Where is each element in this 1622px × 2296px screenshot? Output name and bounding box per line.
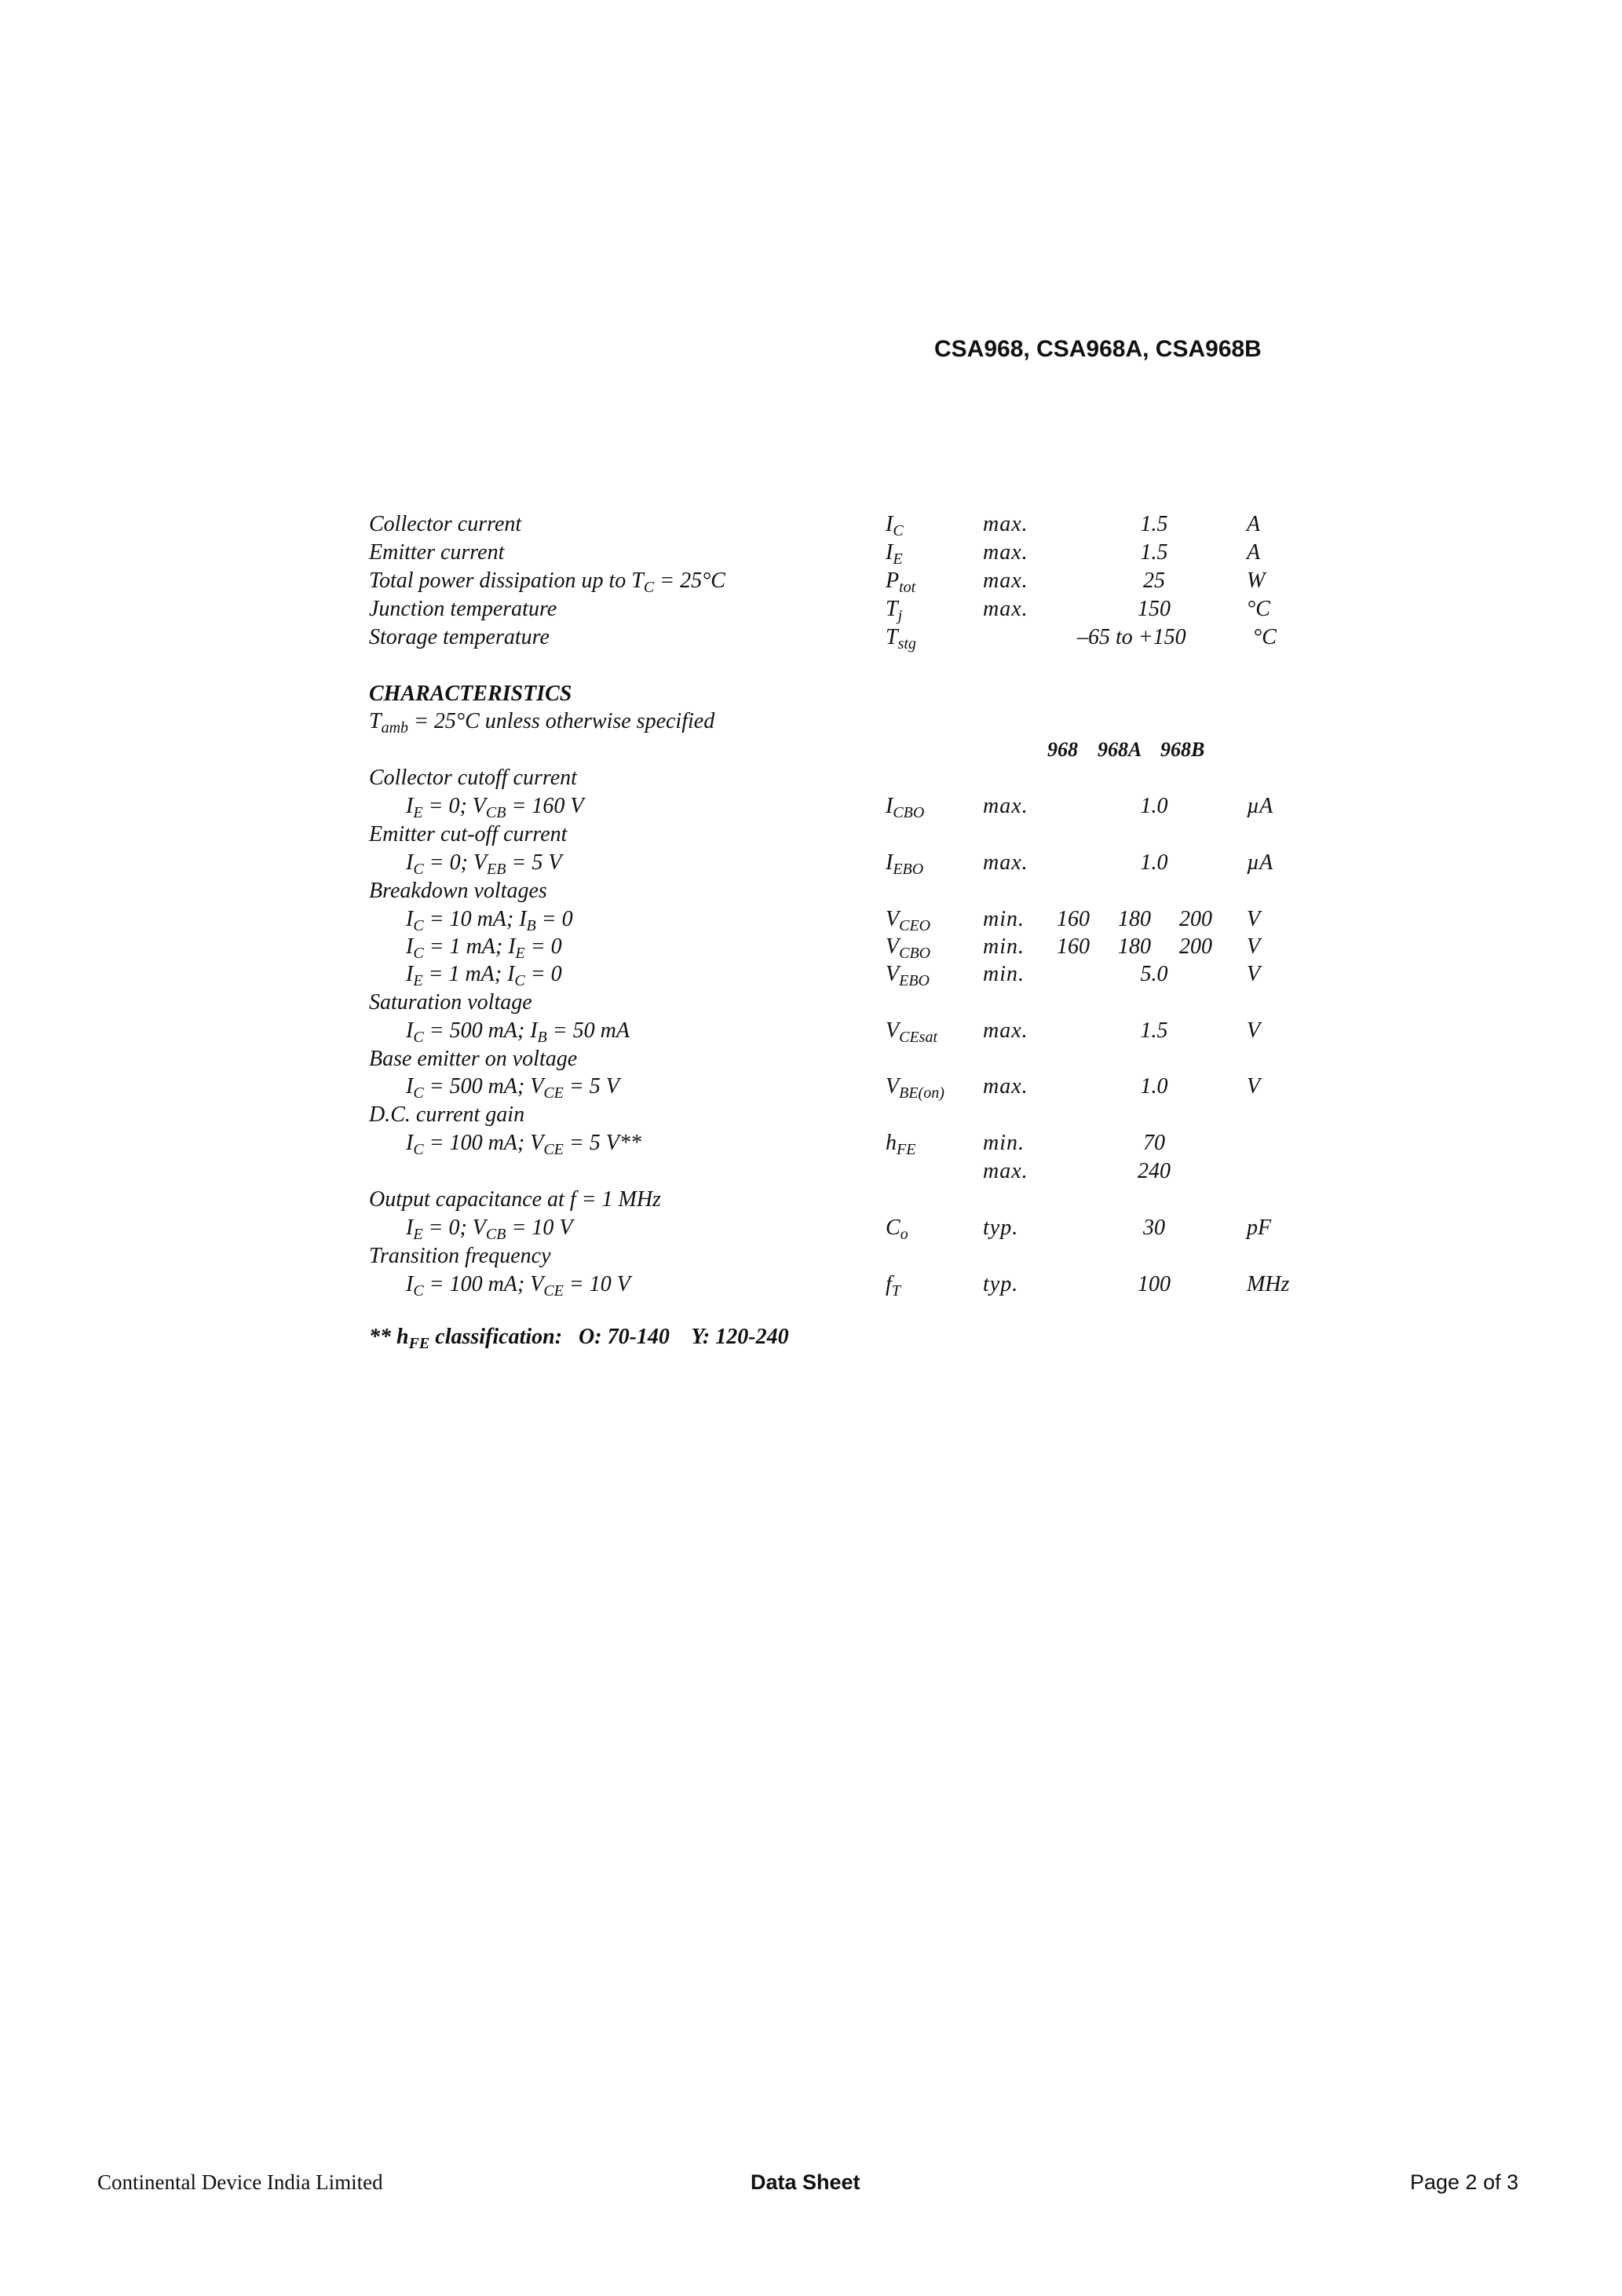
column-header-968a: 968A — [1098, 738, 1142, 761]
footer-company: Continental Device India Limited — [97, 2170, 383, 2194]
param-limit: min. — [983, 1131, 1025, 1155]
param-row — [0, 1159, 1622, 1189]
rating-unit: °C — [1247, 597, 1270, 621]
rating-value: 25 — [1143, 569, 1165, 593]
param-unit: MHz — [1247, 1272, 1290, 1296]
rating-value: –65 to +150 — [1077, 625, 1186, 649]
rating-unit: W — [1247, 569, 1266, 593]
column-header-968b: 968B — [1160, 738, 1205, 761]
param-limit: max. — [983, 1074, 1028, 1099]
param-unit: pF — [1247, 1216, 1272, 1240]
param-unit: V — [1247, 962, 1261, 986]
rating-row — [0, 625, 1622, 655]
rating-limit: max. — [983, 512, 1028, 536]
param-condition: $I_C = 100$ mA; $V_{CE} = 5$ V** — [406, 1131, 641, 1158]
param-title: Breakdown voltages — [369, 879, 547, 903]
param-title: Collector cutoff current — [369, 766, 577, 790]
param-condition: $I_C = 500$ mA; $I_B = 50$ mA — [406, 1018, 630, 1046]
rating-row — [0, 569, 1622, 598]
param-condition: $I_E = 1$ mA; $I_C = 0$ — [406, 962, 562, 989]
rating-value: 150 — [1138, 597, 1171, 621]
rating-unit: A — [1247, 540, 1261, 565]
param-limit: min. — [983, 962, 1025, 986]
rating-value: 1.5 — [1140, 540, 1168, 565]
param-value: 1.5 — [1140, 1018, 1168, 1043]
param-symbol: $V_{CEO}$ — [886, 907, 931, 934]
param-title: Base emitter on voltage — [369, 1047, 578, 1071]
rating-limit: max. — [983, 540, 1028, 565]
rating-label: Emitter current — [369, 540, 505, 565]
param-unit: V — [1247, 1074, 1261, 1099]
footer-page-number: Page 2 of 3 — [1410, 2170, 1519, 2194]
param-symbol: $V_{EBO}$ — [886, 962, 930, 989]
rating-symbol: $P_{tot}$ — [886, 569, 916, 596]
rating-symbol: $I_E$ — [886, 540, 903, 568]
rating-row — [0, 597, 1622, 627]
param-symbol: $V_{BE(on)}$ — [886, 1074, 944, 1102]
param-limit: typ. — [983, 1216, 1019, 1240]
param-condition: $I_E = 0$; $V_{CB} = 160$ V — [406, 794, 584, 821]
footer-doc-type: Data Sheet — [751, 2170, 860, 2194]
param-title: Transition frequency — [369, 1244, 551, 1268]
param-row — [0, 962, 1622, 992]
rating-symbol: $T_{stg}$ — [886, 625, 916, 653]
hfe-classification-footnote: ** $h_{FE}$ classification: O: 70-140 Y: 120-240 — [369, 1325, 789, 1352]
param-row — [0, 1131, 1622, 1161]
param-title: Output capacitance at f = 1 MHz — [369, 1187, 661, 1212]
param-row — [0, 794, 1622, 824]
param-row — [0, 1272, 1622, 1302]
document-title: CSA968, CSA968A, CSA968B — [934, 336, 1262, 362]
param-symbol: $I_{EBO}$ — [886, 850, 924, 878]
characteristics-condition: $T_{amb} = 25^\circ C$ unless otherwise specified — [369, 709, 715, 737]
param-symbol: $C_o$ — [886, 1216, 908, 1243]
column-header-968: 968 — [1047, 738, 1078, 761]
param-row — [0, 1216, 1622, 1245]
rating-symbol: $I_C$ — [886, 512, 904, 539]
param-condition: $I_C = 100$ mA; $V_{CE} = 10$ V — [406, 1272, 630, 1300]
rating-value: 1.5 — [1140, 512, 1168, 536]
param-value-968a: 180 — [1118, 907, 1151, 931]
param-title: D.C. current gain — [369, 1102, 525, 1127]
param-condition: $I_E = 0$; $V_{CB} = 10$ V — [406, 1216, 573, 1243]
param-value: 240 — [1138, 1159, 1171, 1183]
param-value-968: 160 — [1057, 934, 1090, 959]
param-limit: min. — [983, 907, 1025, 931]
param-limit: max. — [983, 1159, 1028, 1183]
param-value: 1.0 — [1140, 794, 1168, 818]
param-value-968: 160 — [1057, 907, 1090, 931]
param-value: 1.0 — [1140, 850, 1168, 875]
param-value-968a: 180 — [1118, 934, 1151, 959]
param-unit: µA — [1247, 794, 1273, 818]
param-limit: max. — [983, 794, 1028, 818]
param-symbol: $h_{FE}$ — [886, 1131, 916, 1158]
param-value: 5.0 — [1140, 962, 1168, 986]
param-row — [0, 907, 1622, 937]
rating-label: Junction temperature — [369, 597, 557, 621]
param-unit: V — [1247, 1018, 1261, 1043]
rating-row — [0, 540, 1622, 570]
param-value-968b: 200 — [1179, 907, 1212, 931]
param-unit: µA — [1247, 850, 1273, 875]
param-limit: typ. — [983, 1272, 1019, 1296]
param-value: 70 — [1143, 1131, 1165, 1155]
param-limit: max. — [983, 1018, 1028, 1043]
rating-limit: max. — [983, 597, 1028, 621]
param-symbol: $V_{CBO}$ — [886, 934, 931, 962]
param-row — [0, 934, 1622, 964]
param-symbol: $I_{CBO}$ — [886, 794, 925, 821]
param-symbol: $f_T$ — [886, 1272, 901, 1300]
param-value: 30 — [1143, 1216, 1165, 1240]
param-title: Emitter cut-off current — [369, 822, 568, 846]
param-condition: $I_C = 1$ mA; $I_E = 0$ — [406, 934, 562, 962]
rating-label: Collector current — [369, 512, 522, 536]
rating-symbol: $T_j$ — [886, 597, 903, 624]
rating-label: Total power dissipation up to $T_C = 25^\circ C$ — [369, 569, 725, 596]
param-condition: $I_C = 0$; $V_{EB} = 5$ V — [406, 850, 562, 878]
rating-label: Storage temperature — [369, 625, 550, 649]
rating-row — [0, 512, 1622, 542]
param-condition: $I_C = 10$ mA; $I_B = 0$ — [406, 907, 573, 934]
param-condition: $I_C = 500$ mA; $V_{CE} = 5$ V — [406, 1074, 619, 1102]
param-row — [0, 850, 1622, 880]
param-title: Saturation voltage — [369, 990, 532, 1015]
param-value: 100 — [1138, 1272, 1171, 1296]
rating-unit: A — [1247, 512, 1261, 536]
rating-unit: °C — [1253, 625, 1277, 649]
param-unit: V — [1247, 907, 1261, 931]
param-limit: min. — [983, 934, 1025, 959]
param-value-968b: 200 — [1179, 934, 1212, 959]
param-unit: V — [1247, 934, 1261, 959]
param-row — [0, 1018, 1622, 1048]
characteristics-heading: CHARACTERISTICS — [369, 682, 572, 706]
param-value: 1.0 — [1140, 1074, 1168, 1099]
param-limit: max. — [983, 850, 1028, 875]
param-row — [0, 1074, 1622, 1104]
param-symbol: $V_{CEsat}$ — [886, 1018, 938, 1046]
rating-limit: max. — [983, 569, 1028, 593]
